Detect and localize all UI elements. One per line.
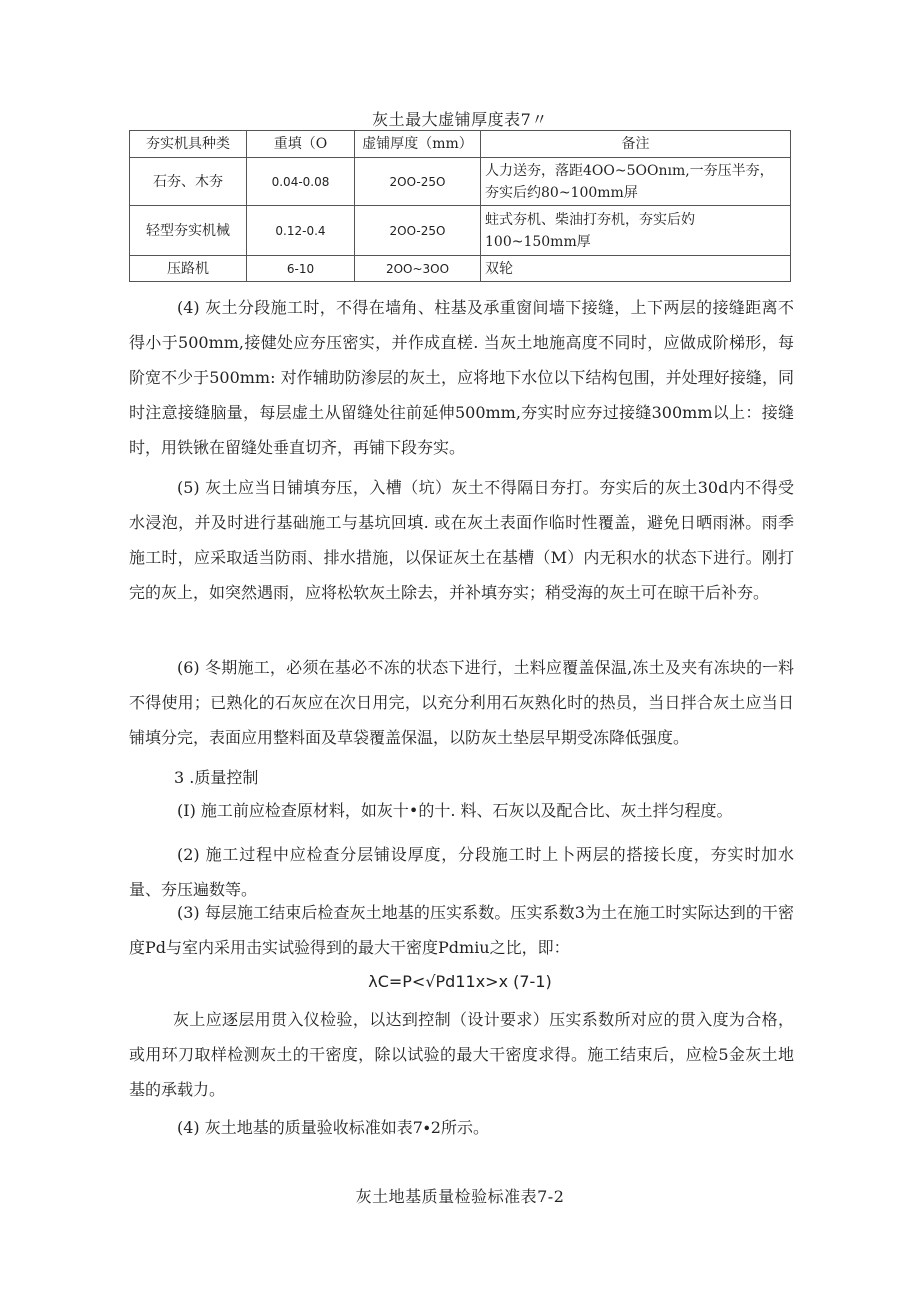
thickness-table	[129, 130, 791, 282]
table-cell: 0.12-0.4	[247, 206, 355, 256]
paragraph-6: (6) 冬期施工，必须在基必不冻的状态下进行，土料应覆盖保温,冻土及夹有冻块的ㅡ料不得使用；已熟化的石灰应在次日用完，以充分利用石灰熟化时的热员，当日拌合灰土应当日铺填分完，表面应用整料面及草袋覆盖保温，以防灰土垫层早期受冻降低强度。	[129, 658, 794, 747]
table-cell: 轻型夯实机械	[130, 206, 247, 256]
table-row	[130, 158, 791, 206]
table-cell: 压路机	[130, 256, 247, 282]
table-row	[130, 206, 791, 256]
paragraph-4: (4) 灰土分段施工时，不得在墙角、柱基及承重窗间墙下接缝，上下两层的接缝距离不得小于500mm,接健处应夯压密实，并作成直槎. 当灰土地施高度不同时，应做成阶梯形，每阶宽不少于500mm: 对作辅助防渗层的灰土，应将地下水位以下结构包围，并处理好接缝，同时注意接缝脑量，每层虚土从留缝处往前延伸500mm,夯实时应夯过接缝300mm以上：接缝时，用铁锹在留缝处垂直切齐，再铺下段夯实。	[129, 298, 794, 457]
table-cell: 蛀式夯机、柴油打夯机，夯实后妁100~150mm厚	[481, 206, 791, 256]
table-cell: 2OO~3OO	[355, 256, 481, 282]
table-cell: 6-10	[247, 256, 355, 282]
table-cell: 石夯、木夯	[130, 158, 247, 206]
header-cell: 虚铺厚度（mm）	[355, 131, 481, 158]
quality-item-3-detail: 灰上应逐层用贯入仪检验，以达到控制（设计要求）压实系数所对应的贯入度为合格，或用环刀取样检测灰土的干密度，除以试验的最大干密度求得。施工结束后，应检5金灰土地基的承载力。	[129, 1010, 794, 1099]
table-cell: 双轮	[481, 256, 791, 282]
header-cell: 夯实机具种类	[130, 131, 247, 158]
table-row	[130, 256, 791, 282]
table-header-row	[130, 131, 791, 158]
table-2-caption: 灰土地基质量检验标准表7-2	[355, 1187, 565, 1206]
quality-item-3: (3) 每层施工结束后检查灰土地基的压实系数。压实系数3为土在施工时实际达到的干密度Pd与室内采用击实试验得到的最大干密度Pdmiu之比，即：	[129, 903, 794, 957]
table-cell: 2OO-25O	[355, 206, 481, 256]
quality-item-1: (I) 施工前应检查原材料，如灰十•的十. 料、石灰以及配合比、灰土拌匀程度。	[177, 801, 733, 820]
paragraph-5: (5) 灰土应当日铺填夯压，入槽（坑）灰土不得隔日夯打。夯实后的灰土30d内不得受水浸泡，并及时进行基础施工与基坑回填. 或在灰土表面作临时性覆盖，避免日晒雨淋。雨季施工时，应采取适当防雨、排水措施，以保证灰土在基槽（M）内无积水的状态下进行。刚打完的灰上，如突然遇雨，应将松软灰土除去，并补填夯实；稍受海的灰土可在晾干后补夯。	[129, 478, 794, 602]
table-cell: 2OO-25O	[355, 158, 481, 206]
section-heading: 3 .质量控制	[174, 768, 259, 787]
table-caption: 灰土最大虚铺厚度表7〃	[372, 110, 548, 129]
quality-item-2: (2) 施工过程中应检查分层铺设厚度，分段施工时上卜两层的搭接长度，夯实时加水量、夯压遍数等。	[129, 845, 794, 899]
formula: λC=P<√Pd11x>x (7-1)	[368, 972, 552, 991]
table-cell: 人力送夯，落距4OO~5OOnım,一夯压半夯，夯实后约80~100mm屏	[481, 158, 791, 206]
header-cell: 重填（O	[247, 131, 355, 158]
table-cell: 0.04-0.08	[247, 158, 355, 206]
quality-item-4: (4) 灰土地基的质量验收标准如表7∙2所示。	[177, 1118, 489, 1137]
header-cell: 备注	[481, 131, 791, 158]
